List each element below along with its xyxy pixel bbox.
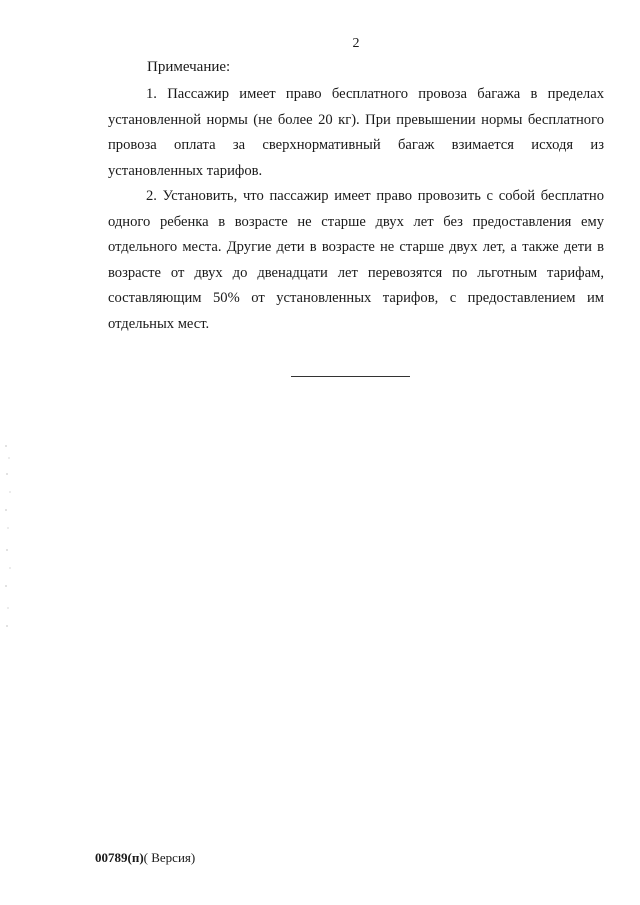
document-version-label: ( Версия) [143,850,196,865]
end-divider [291,376,410,377]
page-number: 2 [352,36,360,51]
document-id: 00789(п) [95,850,144,865]
note-paragraph-2: 2. Установить, что пассажир имеет право провозить с собой бесплатно одного ребенка в возрасте не старше двух лет без предоставления ему отдельного места. Другие дети в возрасте не старше двух лет, а также дети в возрасте от двух до двенадцати лет перевозятся по льготным тарифам, составляющим 50% от установленных тарифов, с предоставлением им отдельных мест. [108,188,604,332]
note-paragraph-1: 1. Пассажир имеет право бесплатного провоза багажа в пределах установленной нормы (не более 20 кг). При превышении нормы бесплатного провоза оплата за сверхнормативный багаж взимается исходя из установленных тарифов. [108,86,604,179]
document-code [95,850,195,866]
section-title: Примечание: [147,59,231,75]
scan-artifact-dots [4,440,14,640]
